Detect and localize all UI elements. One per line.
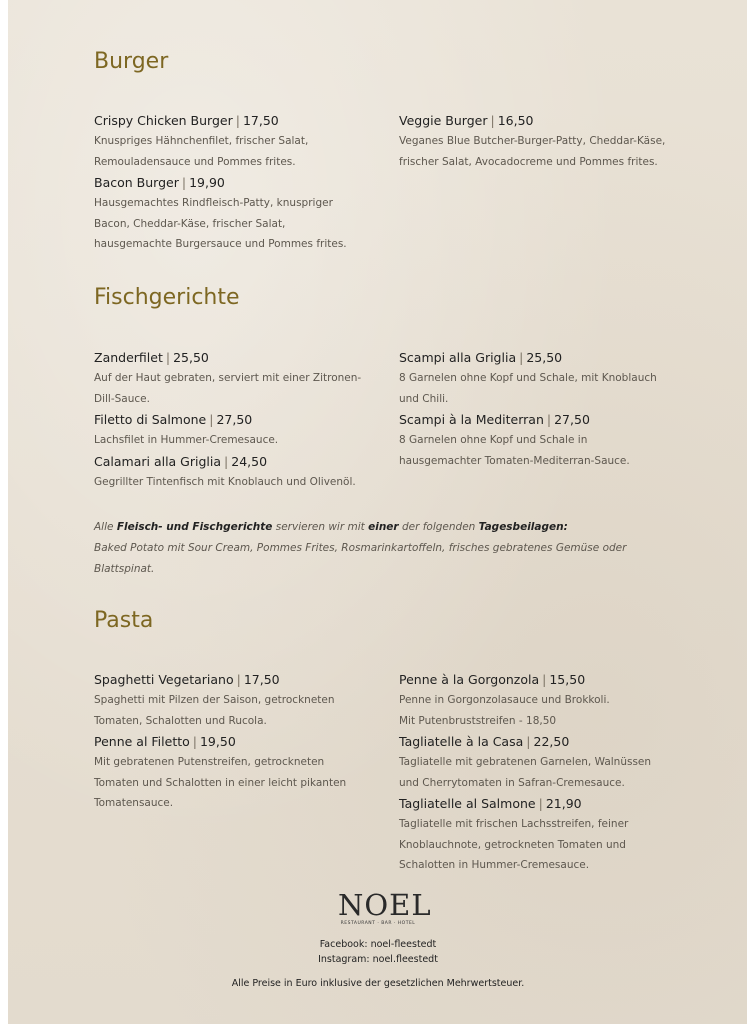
item-name: Spaghetti Vegetariano xyxy=(94,672,234,687)
item-description: Tagliatelle mit frischen Lachsstreifen, feiner Knoblauchnote, getrockneten Tomaten und Schalotten in Hummer-Cremesauce. xyxy=(399,818,629,871)
item-price: 15,50 xyxy=(549,672,586,687)
item-description: Spaghetti mit Pilzen der Saison, getrockneten Tomaten, Schalotten und Rucola. xyxy=(94,694,335,727)
item-name: Veggie Burger xyxy=(399,113,488,128)
menu-item: Tagliatelle à la Casa | 22,50 Tagliatelle mit gebratenen Garnelen, Walnüssen und Cherrytomaten in Safran-Cremesauce. xyxy=(399,731,664,793)
menu-item: Zanderfilet | 25,50 Auf der Haut gebraten, serviert mit einer Zitronen-Dill-Sauce. xyxy=(94,347,374,409)
item-price: 27,50 xyxy=(554,412,590,427)
item-price: 24,50 xyxy=(231,453,268,469)
item-name: Zanderfilet xyxy=(94,350,163,365)
item-price: 21,90 xyxy=(545,796,582,811)
item-price: 17,50 xyxy=(243,672,280,687)
logo-tagline: RESTAURANT · BAR · HOTEL xyxy=(340,921,416,926)
section-title-pasta: Pasta xyxy=(94,608,154,633)
item-description: Tagliatelle mit gebratenen Garnelen, Walnüssen und Cherrytomaten in Safran-Cremesauce. xyxy=(399,756,652,789)
item-description: Lachsfilet in Hummer-Cremesauce. xyxy=(94,434,279,446)
item-name: Tagliatelle al Salmone xyxy=(399,796,536,811)
item-description: Penne in Gorgonzolasauce und Brokkoli. xyxy=(399,694,610,706)
item-price: 22,50 xyxy=(533,734,570,749)
social-links xyxy=(258,937,498,967)
item-name: Penne à la Gorgonzola xyxy=(399,672,540,687)
item-price: 16,50 xyxy=(497,113,534,128)
menu-item: Veggie Burger | 16,50 Veganes Blue Butcher-Burger-Patty, Cheddar-Käse, frischer Salat, Avocadocreme und Pommes frites. xyxy=(399,110,669,172)
item-price: 19,90 xyxy=(189,175,225,190)
item-name: Tagliatelle à la Casa xyxy=(399,734,524,749)
item-name: Scampi alla Griglia xyxy=(399,350,517,365)
section-title-fischgerichte: Fischgerichte xyxy=(94,285,240,310)
fisch-right-column xyxy=(399,347,669,471)
menu-item: Calamari alla Griglia | 24,50 Gegrillter Tintenfisch mit Knoblauch und Olivenöl. xyxy=(94,451,374,493)
menu-item: Crispy Chicken Burger | 17,50 Knuspriges Hähnchenfilet, frischer Salat, Remouladensauce und Pommes frites. xyxy=(94,110,384,172)
item-name: Bacon Burger xyxy=(94,175,179,190)
menu-item: Penne al Filetto | 19,50 Mit gebratenen Putenstreifen, getrockneten Tomaten und Schalotten in einer leicht pikanten Tomatensauce. xyxy=(94,731,364,814)
item-name: Filetto di Salmone xyxy=(94,412,207,427)
instagram-handle: Instagram: noel.fleestedt xyxy=(318,954,438,965)
item-description: Mit gebratenen Putenstreifen, getrockneten Tomaten und Schalotten in einer leicht pikanten Tomatensauce. xyxy=(94,756,347,809)
item-price: 19,50 xyxy=(199,734,236,749)
item-description: Knuspriges Hähnchenfilet, frischer Salat, Remouladensauce und Pommes frites. xyxy=(94,135,309,168)
item-description: 8 Garnelen ohne Kopf und Schale, mit Knoblauch und Chili. xyxy=(399,372,657,405)
menu-item: Filetto di Salmone | 27,50 Lachsfilet in Hummer-Cremesauce. xyxy=(94,409,374,451)
item-description: Hausgemachtes Rindfleisch-Patty, knuspriger Bacon, Cheddar-Käse, frischer Salat, hausgemachte Burgersauce und Pommes frites. xyxy=(94,197,347,250)
item-price: 27,50 xyxy=(216,412,253,427)
item-description: Auf der Haut gebraten, serviert mit einer Zitronen-Dill-Sauce. xyxy=(94,372,362,405)
price-disclaimer: Alle Preise in Euro inklusive der gesetzlichen Mehrwertsteuer. xyxy=(231,978,525,989)
facebook-handle: Facebook: noel-fleestedt xyxy=(319,939,437,950)
burger-left-column xyxy=(94,110,384,255)
item-price: 17,50 xyxy=(242,113,279,128)
item-name: Scampi à la Mediterran xyxy=(399,412,544,427)
fisch-left-column xyxy=(94,347,374,492)
menu-item: Scampi alla Griglia | 25,50 8 Garnelen ohne Kopf und Schale, mit Knoblauch und Chili. xyxy=(399,347,669,409)
noel-logo xyxy=(338,888,432,928)
pasta-right-column xyxy=(399,669,664,876)
menu-item: Penne à la Gorgonzola | 15,50 Penne in Gorgonzolasauce und Brokkoli. Mit Putenbruststreifen - 18,50 xyxy=(399,669,664,731)
item-name: Penne al Filetto xyxy=(94,734,190,749)
menu-page xyxy=(8,0,747,1024)
burger-right-column xyxy=(399,110,669,172)
menu-item: Spaghetti Vegetariano | 17,50 Spaghetti mit Pilzen der Saison, getrockneten Tomaten, Schalotten und Rucola. xyxy=(94,669,364,731)
item-description: Gegrillter Tintenfisch mit Knoblauch und Olivenöl. xyxy=(94,475,356,488)
item-price: 25,50 xyxy=(526,350,563,365)
item-price: 25,50 xyxy=(173,350,209,365)
menu-item: Scampi à la Mediterran | 27,50 8 Garnelen ohne Kopf und Schale in hausgemachter Tomaten-Mediterran-Sauce. xyxy=(399,409,669,471)
logo-wordmark: NOEL xyxy=(338,888,432,922)
pasta-left-column xyxy=(94,669,364,814)
section-title-burger: Burger xyxy=(94,49,169,74)
menu-item: Tagliatelle al Salmone | 21,90 Tagliatelle mit frischen Lachsstreifen, feiner Knoblauchnote, getrockneten Tomaten und Schalotten in Hummer-Cremesauce. xyxy=(399,793,664,876)
side-dishes-note: Alle Fleisch- und Fischgerichte servieren wir mit einer der folgenden Tagesbeilagen: Baked Potato mit Sour Cream, Pommes Frites, Rosmarinkartoffeln, frisches gebratenes Gemüse oder Blattspinat. xyxy=(94,517,654,580)
item-option: Mit Putenbruststreifen - 18,50 xyxy=(399,714,557,727)
item-description: 8 Garnelen ohne Kopf und Schale in hausgemachter Tomaten-Mediterran-Sauce. xyxy=(399,434,630,467)
item-name: Calamari alla Griglia xyxy=(94,453,222,469)
item-name: Crispy Chicken Burger xyxy=(94,113,233,128)
side-dishes-list: Baked Potato mit Sour Cream, Pommes Frites, Rosmarinkartoffeln, frisches gebratenes Gemüse oder Blattspinat. xyxy=(94,542,627,575)
item-description: Veganes Blue Butcher-Burger-Patty, Cheddar-Käse, frischer Salat, Avocadocreme und Pommes frites. xyxy=(399,135,666,168)
menu-item: Bacon Burger | 19,90 Hausgemachtes Rindfleisch-Patty, knuspriger Bacon, Cheddar-Käse, frischer Salat, hausgemachte Burgersauce und Pommes frites. xyxy=(94,172,384,255)
